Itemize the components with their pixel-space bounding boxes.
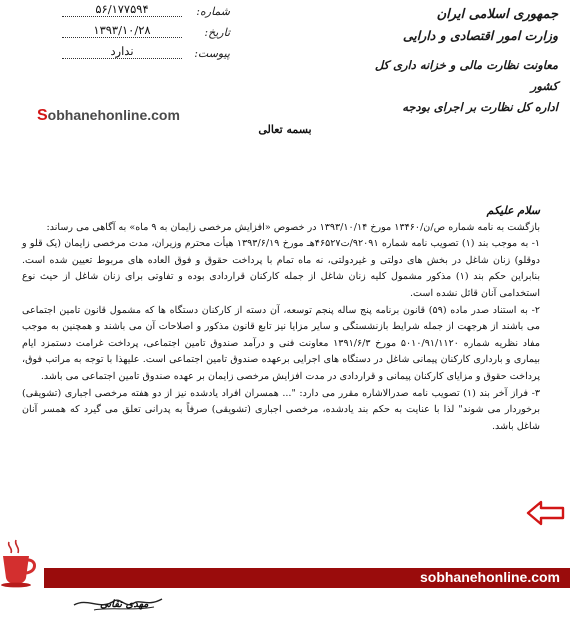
- meta-number-row: [30, 2, 230, 23]
- paragraph-clause-2: ۲- به استناد صدر ماده (۵۹) قانون برنامه پنج ساله پنجم توسعه، آن دسته از کارکنان دستگاه ها که مشمول قانون تامین اجتماعی می باشند از هرجهت از جمله شرایط بازنشستگی و سایر مزایا نیز تابع قانون مذکور و اصلاحات آن می باشند و همچنین به موجب مفاد نظریه شماره ۵۰۱۰/۹۱/۱۱۲۰ مورخ ۱۳۹۱/۶/۳ معاونت فنی و درآمد صندوق تامین اجتماعی، پرداخت غرامت دستمزد ایام بیماری و بارداری کارکنان پیمانی شاغل در دستگاه های اجرایی برعهده صندوق تامین اجتماعی است. علیهذا با توجه به مراتب فوق، پرداخت حقوق و مزایای کارکنان پیمانی و قراردادی در مدت افزایش مرخصی زایمان بر عهده صندوق تامین اجتماعی می باشد.: [22, 304, 540, 382]
- watermark-rest: obhanehonline.com: [47, 107, 180, 123]
- meta-date-value: ۱۳۹۳/۱۰/۲۸: [62, 23, 182, 38]
- meta-attachment-row: [30, 44, 230, 65]
- letterhead-deputy: معاونت نظارت مالی و خزانه داری کل کشور: [374, 58, 558, 93]
- meta-number-label: شماره:: [196, 5, 230, 18]
- left-arrow-icon: [526, 500, 566, 526]
- letterhead-country: جمهوری اسلامی ایران: [436, 7, 558, 22]
- cup-logo-icon: [0, 536, 40, 588]
- paragraph-intro: بازگشت به نامه شماره ص/ن/۱۳۴۶۰ مورخ ۱۳۹۳/۱۰/۱۴ در خصوص «افزایش مرخصی زایمان به ۹ ماه» به آگاهی می رساند:: [46, 221, 540, 233]
- letterhead-department: اداره کل نظارت بر اجرای بودجه: [402, 100, 558, 114]
- paragraph-clause-3: ۳- فراز آخر بند (۱) تصویب نامه صدرالاشاره مقرر می دارد: "... همسران افراد یادشده نیز از دو هفته مرخصی اجباری (تشویقی) برخوردار می شوند" لذا با عنایت به حکم بند یادشده، مرخصی اجباری (تشویقی) صرفاً به پدرانی تعلق می گیرد که همسر آنان شاغل باشد.: [22, 387, 540, 432]
- basmala-heading: بسمه تعالی: [258, 123, 312, 136]
- meta-attachment-value: ندارد: [62, 44, 182, 59]
- meta-number-value: ۵۶/۱۷۷۵۹۴: [62, 2, 182, 17]
- meta-date-row: [30, 23, 230, 44]
- footer-bar: [44, 568, 570, 588]
- letterhead-ministry: وزارت امور اقتصادی و دارایی: [402, 28, 558, 43]
- meta-date-label: تاریخ:: [204, 26, 230, 39]
- site-watermark-footer: sobhanehonline.com: [419, 569, 560, 585]
- watermark-brand-letter: S: [37, 107, 48, 124]
- letterhead: [358, 4, 558, 118]
- letter-body: [22, 203, 540, 435]
- salutation: سلام علیکم: [486, 204, 540, 217]
- signer-name: مهدی تقانی: [100, 599, 149, 610]
- meta-attachment-label: پیوست:: [194, 47, 230, 60]
- letter-meta: [30, 2, 230, 65]
- paragraph-clause-1: ۱- به موجب بند (۱) تصویب نامه شماره ۹۲۰۹۱/ت۴۶۵۲۷هـ مورخ ۱۳۹۳/۶/۱۹ هیأت محترم وزیران، مدت مرخصی زایمان (یک قلو و دوقلو) زنان شاغل در بخش های دولتی و غیردولتی، نه ماه تمام با پرداخت حقوق و فوق العاده های مربوط تعیین شده است. بنابراین حکم بند (۱) مذکور مشمول کلیه زنان شاغل از جمله کارکنان قراردادی بوده و تفاوتی برای زنان شاغل از حیث نوع استخدامی آنان قائل نشده است.: [22, 238, 540, 299]
